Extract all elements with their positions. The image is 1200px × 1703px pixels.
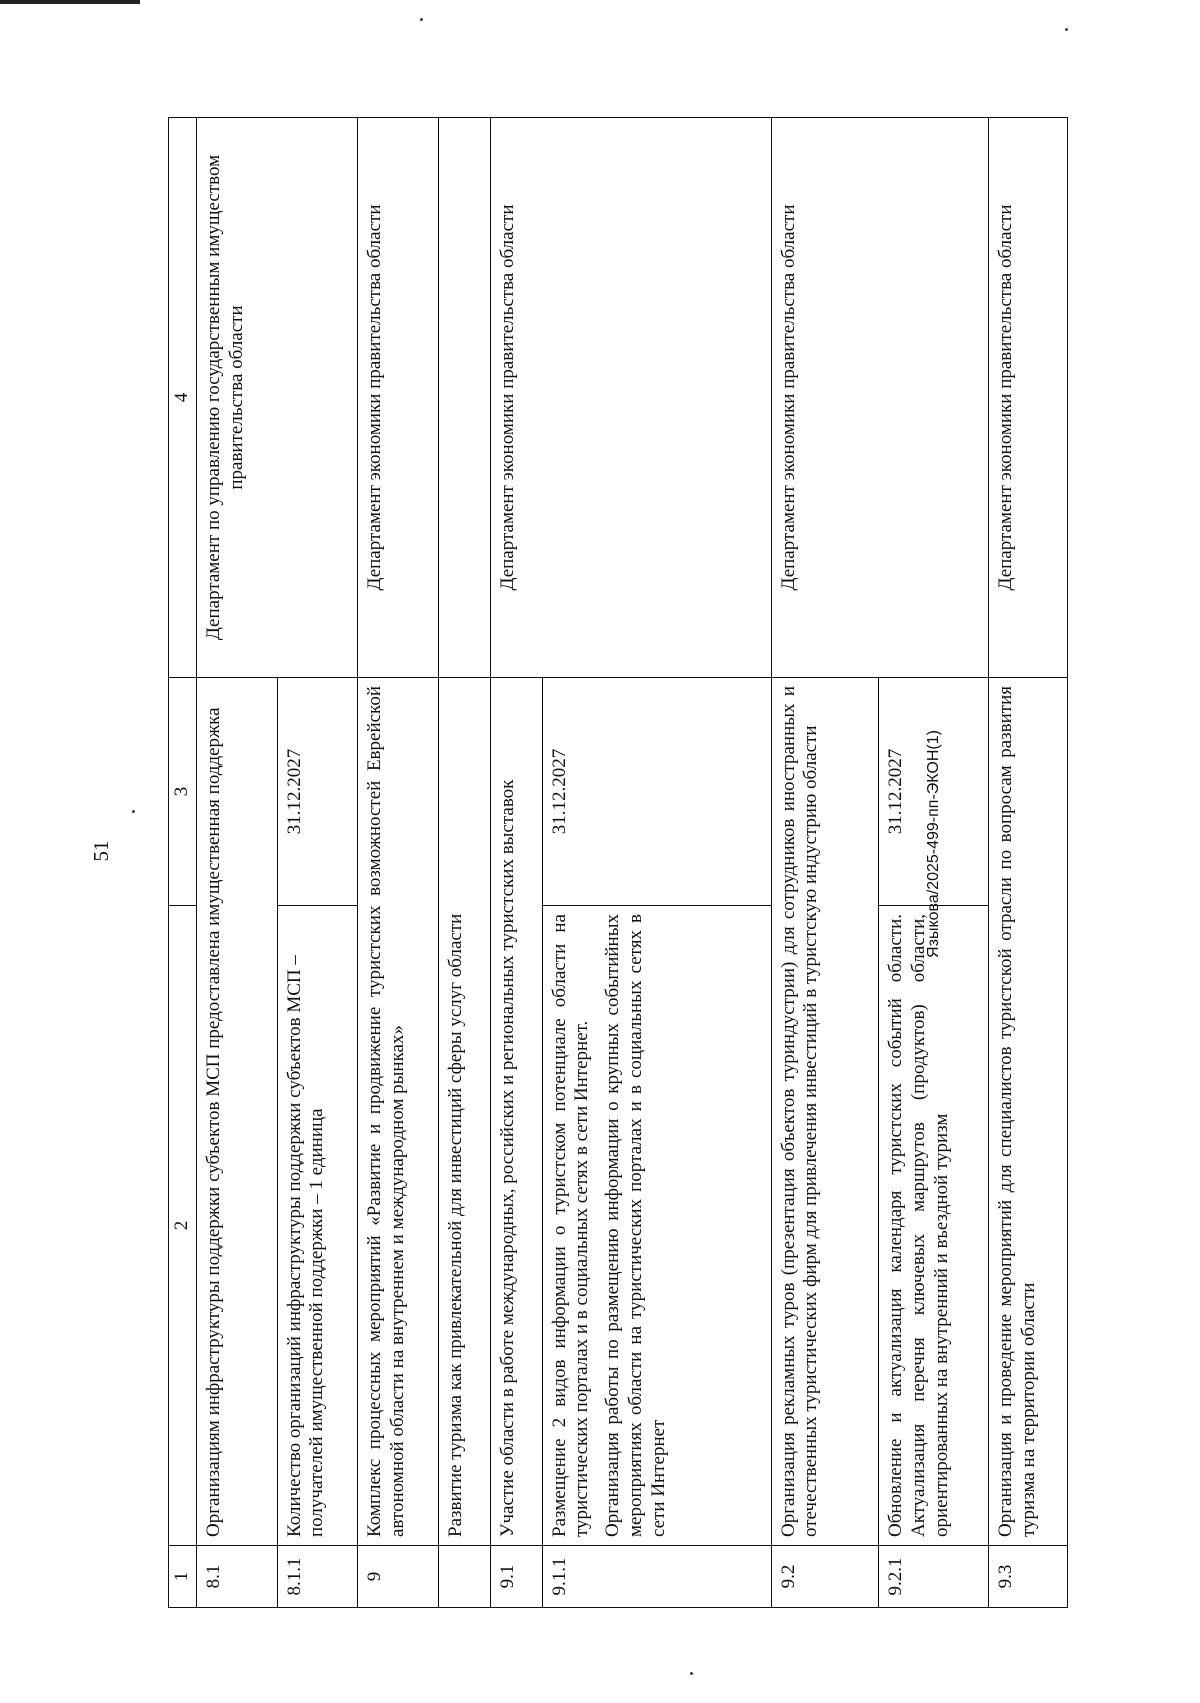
scan-speck: [690, 1672, 693, 1675]
row-text: Участие области в работе международных, российских и региональных туристских выставок: [490, 678, 542, 1546]
header-col-2: 2: [169, 906, 197, 1546]
header-col-4: 4: [169, 118, 197, 678]
row-number: 9.1: [490, 1546, 542, 1608]
scan-edge-mark: [0, 0, 140, 4]
row-number: 9.2.1: [879, 1546, 989, 1608]
row-number: 9: [358, 1546, 439, 1608]
row-date: 31.12.2027: [277, 678, 358, 906]
table-row: [439, 118, 491, 1608]
scan-speck: [420, 18, 423, 21]
row-responsible: Департамент по управлению государственным имуществом правительства области: [196, 118, 358, 678]
row-text: Организация рекламных туров (презентация объектов туриндустрии) для сотрудников иностранных и отечественных туристических фирм для привлечения инвестиций в туристскую индустрию области: [771, 678, 879, 1546]
row-number: 9.2: [771, 1546, 879, 1608]
row-text-paragraph-1: Обновление и актуализация календаря туристских событий области. Актуализация перечня ключевых маршрутов (продуктов) области, ориентированных на внутренний и въездной туризм: [885, 914, 952, 1537]
row-number: 8.1.1: [277, 1546, 358, 1608]
document-footer-code: Языкова/2025-499-пп-ЭКОН(1): [925, 730, 942, 958]
row-text: Количество организаций инфраструктуры поддержки субъектов МСП – получателей имущественной поддержки – 1 единица: [277, 906, 358, 1546]
table-row: [490, 118, 542, 1608]
row-responsible: Департамент экономики правительства области: [989, 118, 1068, 678]
row-responsible: Департамент экономики правительства области: [490, 118, 771, 678]
row-number: 9.3: [989, 1546, 1068, 1608]
row-text: Организация и проведение мероприятий для специалистов туристской отрасли по вопросам развития туризма на территории области: [989, 678, 1068, 1546]
row-text: Организациям инфраструктуры поддержки субъектов МСП предоставлена имущественная поддержка: [196, 678, 277, 1546]
row-responsible: [439, 118, 491, 678]
row-date: 31.12.2027: [879, 678, 989, 906]
table-row: [358, 118, 439, 1608]
row-number: [439, 1546, 491, 1608]
row-text: [542, 906, 771, 1546]
table-row: [196, 118, 277, 1608]
header-col-3: 3: [169, 678, 197, 906]
scan-speck: [132, 810, 135, 813]
scan-speck: [1065, 28, 1068, 31]
row-text-paragraph-1: Размещение 2 видов информации о туристском потенциале области на туристических порталах и в социальных сетях в сети Интернет.: [548, 914, 593, 1537]
table-header-row: [169, 118, 197, 1608]
row-responsible: Департамент экономики правительства области: [771, 118, 989, 678]
row-text: Развитие туризма как привлекательной для инвестиций сферы услуг области: [439, 678, 491, 1546]
row-number: 8.1: [196, 1546, 277, 1608]
row-number: 9.1.1: [542, 1546, 771, 1608]
page-number: 51: [89, 840, 113, 862]
row-text-paragraph-2: Организация работы по размещению информации о крупных событийных мероприятиях области на туристических порталах и в социальных сетях в сети Интернет: [602, 914, 669, 1537]
row-responsible: Департамент экономики правительства области: [358, 118, 439, 678]
table-row: [989, 118, 1068, 1608]
row-text: Комплекс процессных мероприятий «Развитие и продвижение туристских возможностей Еврейской автономной области на внутреннем и международном рынках»: [358, 678, 439, 1546]
row-date: 31.12.2027: [542, 678, 771, 906]
table-row: [771, 118, 879, 1608]
header-col-1: 1: [169, 1546, 197, 1608]
